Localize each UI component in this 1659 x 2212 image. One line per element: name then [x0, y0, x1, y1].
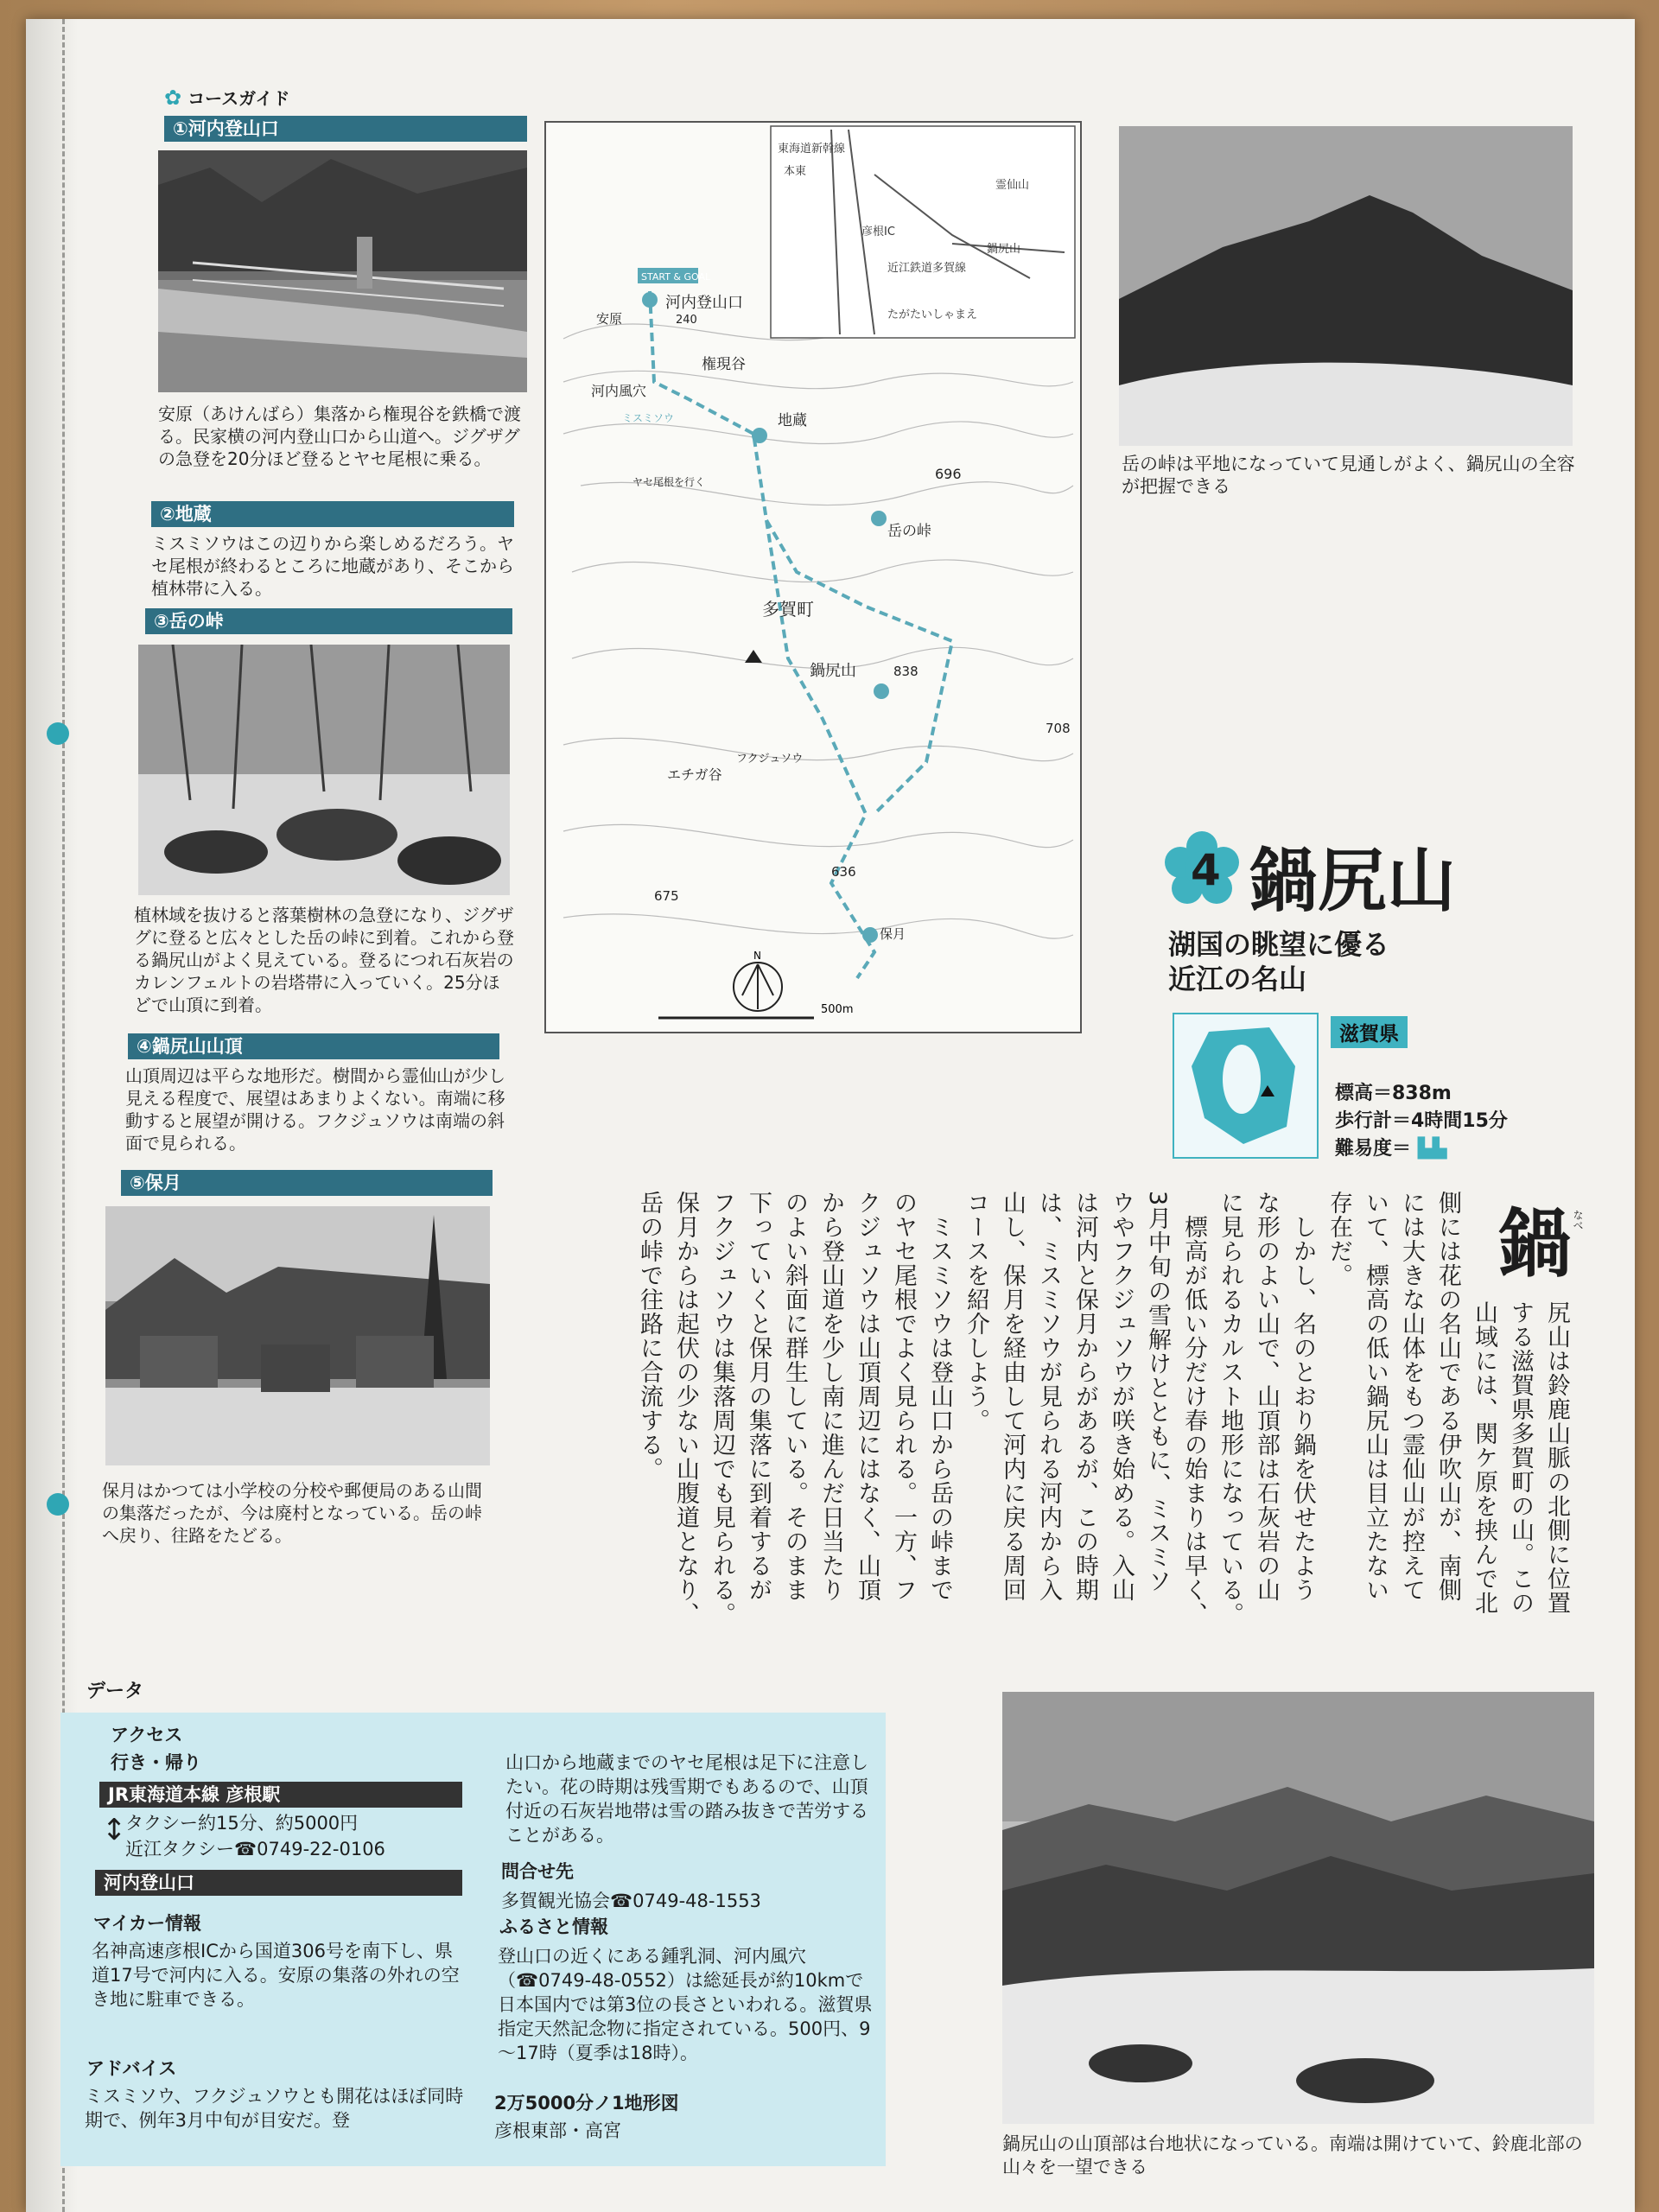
section-label-3: ③岳の峠: [145, 608, 512, 634]
subtitle-line-1: 湖国の眺望に優る: [1168, 928, 1390, 961]
taxi-phone: 近江タクシー☎0749-22-0106: [125, 1839, 385, 1859]
advice-text: ミスミソウ、フクジュソウとも開花はほぼ同時期で、例年3月中旬が目安だ。登: [85, 2086, 464, 2131]
dropcap: 鍋: [1497, 1201, 1572, 1287]
photo-nabejiri-view: [1119, 126, 1573, 446]
boot-icon: ▙▙: [1417, 1138, 1447, 1160]
svg-text:安原: 安原: [596, 311, 623, 327]
shiga-map-icon: [1174, 1014, 1317, 1157]
photo-hozuki: [105, 1206, 490, 1465]
body-column: ウやフクジュソウが咲き始める。入山: [1108, 1191, 1135, 1602]
section-label-5: ⑤保月: [121, 1170, 493, 1196]
section-label-1: ①河内登山口: [164, 116, 527, 142]
dropcap-ruby: なべ: [1572, 1210, 1584, 1230]
svg-text:N: N: [753, 950, 761, 962]
body-column: から登山道を少し南に進んだ日当たり: [817, 1191, 844, 1602]
station-bar: JR東海道本線 彦根駅: [99, 1782, 462, 1808]
photo-summit-panorama: [1002, 1692, 1594, 2124]
map-label-trailhead: 河内登山口: [665, 294, 743, 312]
data-heading: データ: [86, 1681, 144, 1702]
body-column: 尻山は鈴鹿山脈の北側に位置: [1543, 1300, 1570, 1615]
course-guide-title-text: コースガイド: [188, 88, 290, 109]
svg-text:鍋尻山: 鍋尻山: [810, 662, 856, 680]
advice-continued: 山口から地蔵までのヤセ尾根は足下に注意したい。花の時期は残雪期でもあるので、山頂付近の石灰岩地帯は雪の踏み抜きで苦労することがある。: [505, 1752, 868, 1846]
svg-text:696: 696: [935, 466, 962, 482]
svg-text:エチガ谷: エチガ谷: [667, 766, 722, 783]
bridge-photo: [158, 150, 527, 392]
body-column: しかし、名のとおり鍋を伏せたよう: [1289, 1191, 1316, 1602]
furusato-text: 登山口の近くにある鍾乳洞、河内風穴（☎0749-48-0552）は総延長が約10kmで日本国内では第3位の長さといわれる。滋賀県指定天然記念物に指定されている。500円、9～17時（夏季は18時）。: [498, 1946, 873, 2063]
section-text-5: 保月はかつては小学校の分校や郵便局のある山間の集落だったが、今は廃村となっている。岳の峠へ戻り、往路をたどる。: [102, 1480, 482, 1546]
map-text: 彦根東部・高宮: [494, 2120, 621, 2141]
body-column: 岳の峠で往路に合流する。: [636, 1191, 663, 1481]
village-photo: [105, 1206, 490, 1465]
body-column: コースを紹介しよう。: [963, 1191, 989, 1433]
body-column: クジュソウは山頂周辺にはなく、山頂: [854, 1191, 880, 1602]
furusato-label: ふるさと情報: [499, 1916, 608, 1937]
body-column: は、ミスミソウが見られる河内から入: [1035, 1191, 1062, 1602]
svg-text:636: 636: [831, 864, 856, 880]
flower-icon: ✿: [164, 86, 182, 110]
start-goal-badge: START & GOAL: [641, 271, 711, 283]
svg-text:ミスミソウ: ミスミソウ: [622, 412, 675, 424]
body-column: に見られるカルスト地形になっている。: [1217, 1191, 1243, 1626]
body-column: のヤセ尾根でよく見られる。一方、フ: [890, 1191, 917, 1602]
body-column: フクジュソウは集落周辺でも見られる。: [709, 1191, 735, 1626]
forest-photo: [138, 645, 510, 895]
section-label-2: ②地蔵: [151, 501, 514, 527]
topographic-map: [546, 123, 1080, 1032]
course-guide-title: [164, 85, 289, 110]
mountain-number: 4: [1191, 845, 1221, 895]
updown-arrow-icon: ↕: [102, 1813, 127, 1847]
body-column: 側には花の名山である伊吹山が、南側: [1434, 1191, 1461, 1602]
svg-text:たがたいしゃまえ: たがたいしゃまえ: [887, 308, 978, 321]
body-column: 山し、保月を経由して河内に戻る周回: [999, 1191, 1026, 1602]
svg-text:838: 838: [893, 664, 918, 679]
svg-text:500m: 500m: [821, 1003, 854, 1016]
top-right-caption: 岳の峠は平地になっていて見通しがよく、鍋尻山の全容が把握できる: [1122, 454, 1575, 497]
svg-text:フクジュソウ: フクジュソウ: [736, 753, 804, 766]
body-column: 存在だ。: [1325, 1191, 1352, 1287]
map-label: 2万5000分ノ1地形図: [494, 2093, 679, 2113]
svg-text:地蔵: 地蔵: [778, 412, 807, 429]
binding-hole: [47, 722, 69, 745]
svg-text:霊仙山: 霊仙山: [995, 179, 1030, 192]
svg-text:保月: 保月: [880, 926, 906, 942]
section-text-4: 山頂周辺は平らな地形だ。樹間から霊仙山が少し見える程度で、展望はあまりよくない。南端に移動すると展望が開ける。フクジュソウは南端の斜面で見られる。: [125, 1065, 505, 1154]
body-column: 山域には、関ケ原を挟んで北: [1471, 1300, 1497, 1615]
route-label: 行き・帰り: [111, 1752, 201, 1773]
section-text-2: ミスミソウはこの辺りから楽しめるだろう。ヤセ尾根が終わるところに地蔵があり、そこから植林帯に入る。: [151, 533, 514, 599]
difficulty-label: 難易度＝: [1335, 1138, 1412, 1160]
svg-text:彦根IC: 彦根IC: [861, 226, 895, 238]
contact-text: 多賀観光協会☎0749-48-1553: [501, 1891, 761, 1911]
body-column: 標高が低い分だけ春の始まりは早く、: [1180, 1191, 1207, 1626]
body-column: 保月からは起伏の少ない山腹道となり、: [672, 1191, 699, 1626]
body-column: のよい斜面に群生している。そのまま: [781, 1191, 808, 1602]
body-column: ミスミソウは登山口から岳の峠まで: [926, 1191, 953, 1602]
section-label-4: ④鍋尻山山頂: [128, 1033, 499, 1059]
access-label: アクセス: [111, 1725, 183, 1745]
route-map[interactable]: [544, 121, 1082, 1033]
walk-time: 歩行計＝4時間15分: [1335, 1110, 1508, 1132]
panorama-photo: [1002, 1692, 1594, 2124]
body-column: する滋賀県多賀町の山。この: [1507, 1300, 1534, 1615]
svg-text:多賀町: 多賀町: [762, 599, 814, 620]
contact-label: 問合せ先: [501, 1861, 574, 1882]
body-column: 下っていくと保月の集落に到着するが: [745, 1191, 772, 1602]
body-column: は河内と保月からがあるが、この時期: [1071, 1191, 1098, 1602]
mountain-photo: [1119, 126, 1573, 446]
svg-text:鍋尻山: 鍋尻山: [987, 243, 1021, 256]
mountain-name: 鍋尻山: [1249, 841, 1456, 921]
difficulty: [1335, 1134, 1447, 1160]
shiga-locator-map: [1173, 1013, 1319, 1159]
elevation: 標高＝838m: [1335, 1083, 1452, 1104]
body-column: には大きな山体をもつ霊仙山が控えて: [1398, 1191, 1425, 1602]
north-arrow: [734, 950, 782, 1011]
svg-text:東海道新幹線: 東海道新幹線: [778, 143, 846, 156]
car-label: マイカー情報: [93, 1913, 201, 1934]
svg-text:本東: 本東: [784, 165, 807, 178]
trailhead-bar: 河内登山口: [95, 1870, 462, 1896]
svg-text:ヤセ尾根を行く: ヤセ尾根を行く: [632, 476, 706, 488]
svg-text:河内風穴: 河内風穴: [591, 383, 647, 399]
bottom-right-caption: 鍋尻山の山頂部は台地状になっている。南端は開けていて、鈴鹿北部の山々を一望できる: [1002, 2133, 1583, 2177]
inset-map: [771, 126, 1075, 338]
taxi-fare: タクシー約15分、約5000円: [125, 1813, 359, 1834]
section-text-3: 植林域を抜けると落葉樹林の急登になり、ジグザグに登ると広々とした岳の峠に到着。これから登る鍋尻山がよく見えている。登るにつれ石灰岩のカレンフェルトの岩塔帯に入っていく。25分ほどで山頂に到着。: [134, 905, 514, 1015]
svg-text:240: 240: [676, 314, 697, 327]
subtitle-line-2: 近江の名山: [1168, 963, 1307, 995]
photo-kawachi-trailhead: [158, 150, 527, 392]
photo-take-pass: [138, 645, 510, 895]
car-text: 名神高速彦根ICから国道306号を南下し、県道17号で河内に入る。安原の集落の外れの空き地に駐車できる。: [92, 1941, 460, 2010]
advice-label: アドバイス: [86, 2058, 177, 2079]
svg-text:近江鉄道多賀線: 近江鉄道多賀線: [887, 262, 967, 275]
section-text-1: 安原（あけんばら）集落から権現谷を鉄橋で渡る。民家横の河内登山口から山道へ。ジグザグの急登を20分ほど登るとヤセ尾根に乗る。: [158, 404, 521, 469]
svg-text:権現谷: 権現谷: [702, 356, 746, 373]
body-column: いて、標高の低い鍋尻山は目立たない: [1362, 1191, 1389, 1602]
svg-text:岳の峠: 岳の峠: [887, 523, 931, 540]
body-column: 3月中旬の雪解けとともに、ミスミソ: [1144, 1191, 1171, 1594]
svg-text:675: 675: [654, 888, 679, 904]
prefecture-badge: 滋賀県: [1331, 1016, 1408, 1048]
svg-text:708: 708: [1046, 721, 1071, 736]
binding-hole: [47, 1493, 69, 1516]
body-column: な形のよい山で、山頂部は石灰岩の山: [1253, 1191, 1280, 1602]
